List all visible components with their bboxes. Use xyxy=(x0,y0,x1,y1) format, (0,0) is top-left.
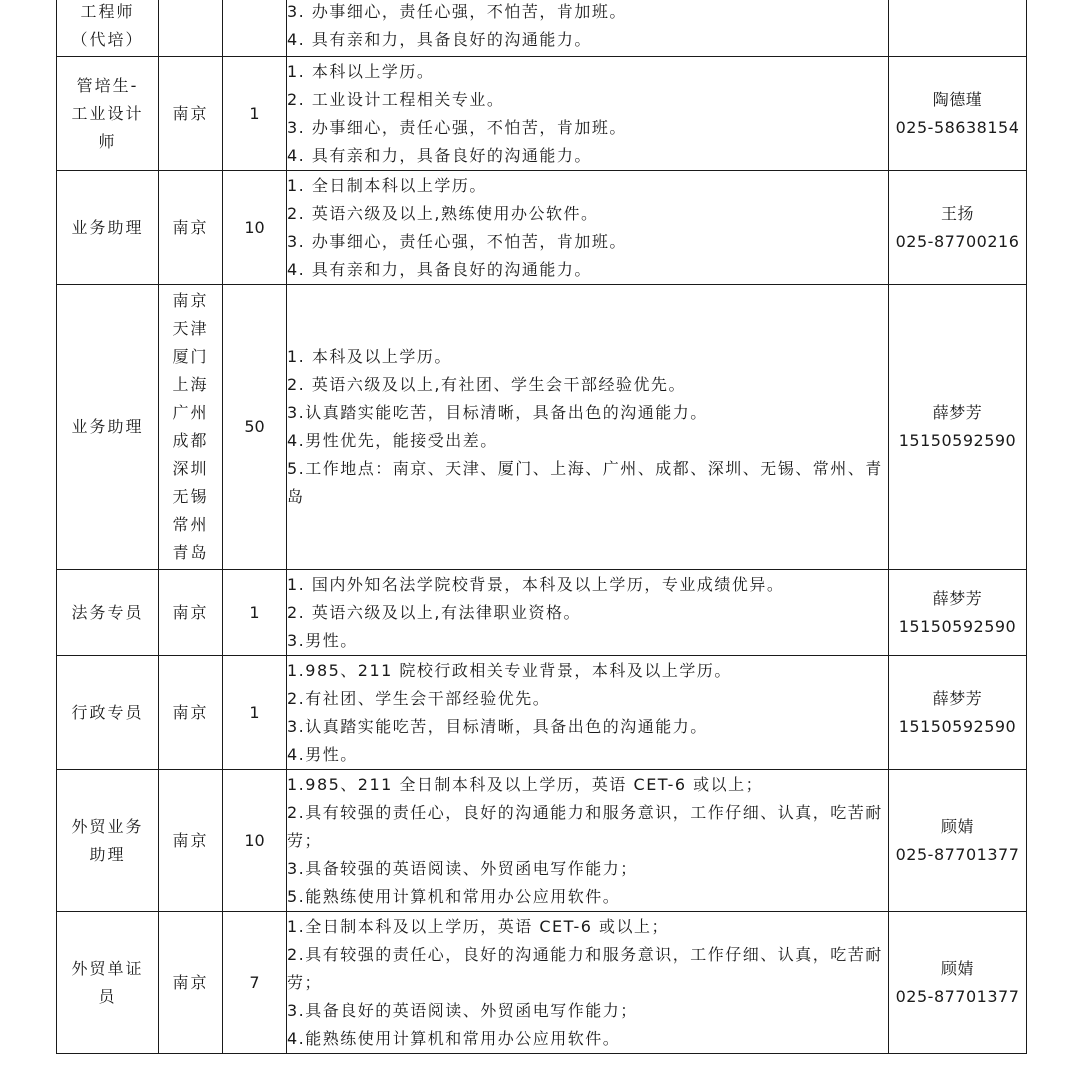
headcount-cell xyxy=(223,171,287,285)
location-line: 上海 xyxy=(172,375,209,394)
requirement-item: 3. 办事细心，责任心强，不怕苦，肯加班。 xyxy=(287,117,627,137)
contact-cell xyxy=(889,285,1027,570)
location-line: 南京 xyxy=(172,217,209,237)
requirement-item: 2.有社团、学生会干部经验优先。 xyxy=(287,688,551,708)
location-line: 成都 xyxy=(172,431,209,450)
headcount-value: 50 xyxy=(244,417,265,436)
contact-phone: 025-58638154 xyxy=(895,117,1020,137)
requirement-item: 3.认真踏实能吃苦，目标清晰，具备出色的沟通能力。 xyxy=(287,403,708,422)
headcount-cell xyxy=(223,656,287,770)
location-line: 南京 xyxy=(172,702,209,722)
headcount-cell xyxy=(223,0,287,57)
position-cell xyxy=(57,770,159,912)
requirement-item: 3.具备良好的英语阅读、外贸函电写作能力； xyxy=(287,1000,638,1020)
position-cell xyxy=(57,656,159,770)
position-title-line: 助理 xyxy=(89,844,126,864)
contact-name: 薛梦芳 xyxy=(932,688,983,708)
contact-cell xyxy=(889,0,1027,57)
position-title-line: 管培生- xyxy=(76,75,139,95)
requirements-cell xyxy=(287,57,889,171)
requirement-item: 2. 英语六级及以上,熟练使用办公软件。 xyxy=(287,203,599,223)
requirement-item: 3. 办事细心，责任心强，不怕苦，肯加班。 xyxy=(287,1,627,21)
requirement-item: 1. 本科及以上学历。 xyxy=(287,347,452,366)
requirements-cell xyxy=(287,171,889,285)
location-line: 厦门 xyxy=(172,347,209,366)
job-listing-table xyxy=(56,0,1027,1054)
requirements-cell xyxy=(287,285,889,570)
position-title-line: 行政专员 xyxy=(71,702,144,722)
headcount-cell xyxy=(223,912,287,1054)
contact-name: 顾婧 xyxy=(940,816,974,836)
headcount-value: 1 xyxy=(249,103,260,123)
requirement-item: 4. 具有亲和力，具备良好的沟通能力。 xyxy=(287,145,592,165)
position-title-line: （代培） xyxy=(71,29,144,49)
headcount-cell xyxy=(223,285,287,570)
requirement-item: 1. 全日制本科以上学历。 xyxy=(287,175,487,195)
requirement-item: 4. 具有亲和力，具备良好的沟通能力。 xyxy=(287,29,592,49)
requirement-item: 1. 本科以上学历。 xyxy=(287,61,435,81)
location-cell xyxy=(159,912,223,1054)
table-row xyxy=(57,770,1027,912)
location-line: 天津 xyxy=(172,319,209,338)
location-cell xyxy=(159,570,223,656)
requirements-cell xyxy=(287,570,889,656)
position-title-line: 外贸单证 xyxy=(71,958,144,978)
location-cell xyxy=(159,57,223,171)
contact-cell xyxy=(889,171,1027,285)
contact-name: 薛梦芳 xyxy=(932,403,983,422)
table-row xyxy=(57,285,1027,570)
contact-name: 陶德瑾 xyxy=(932,89,983,109)
position-title-line: 外贸业务 xyxy=(71,816,144,836)
location-line: 南京 xyxy=(172,972,209,992)
contact-phone: 025-87701377 xyxy=(895,986,1020,1006)
contact-name: 王扬 xyxy=(940,203,974,223)
headcount-value: 10 xyxy=(244,830,265,850)
contact-phone: 15150592590 xyxy=(898,616,1017,636)
requirements-cell xyxy=(287,0,889,57)
position-cell xyxy=(57,57,159,171)
requirement-item: 1.全日制本科及以上学历，英语 CET-6 或以上； xyxy=(287,916,669,936)
position-title-line: 法务专员 xyxy=(71,602,144,622)
contact-phone: 15150592590 xyxy=(898,431,1017,450)
table-row xyxy=(57,171,1027,285)
requirement-item: 3.具备较强的英语阅读、外贸函电写作能力； xyxy=(287,858,638,878)
position-title-line: 业务助理 xyxy=(71,217,144,237)
requirement-item: 5.能熟练使用计算机和常用办公应用软件。 xyxy=(287,886,621,906)
location-line: 南京 xyxy=(172,291,209,310)
headcount-cell xyxy=(223,57,287,171)
requirement-item: 1.985、211 全日制本科及以上学历，英语 CET-6 或以上； xyxy=(287,774,764,794)
requirements-cell xyxy=(287,656,889,770)
position-title-line: 业务助理 xyxy=(71,417,144,436)
table-row xyxy=(57,656,1027,770)
requirement-item: 2.具有较强的责任心，良好的沟通能力和服务意识，工作仔细、认真，吃苦耐劳； xyxy=(287,802,883,850)
position-cell xyxy=(57,912,159,1054)
position-cell xyxy=(57,570,159,656)
requirement-item: 4. 具有亲和力，具备良好的沟通能力。 xyxy=(287,259,592,279)
location-cell xyxy=(159,656,223,770)
table-row xyxy=(57,912,1027,1054)
location-line: 常州 xyxy=(172,515,209,534)
position-cell xyxy=(57,171,159,285)
location-line: 无锡 xyxy=(172,487,209,506)
position-cell xyxy=(57,0,159,57)
headcount-value: 10 xyxy=(244,217,265,237)
requirement-item: 4.能熟练使用计算机和常用办公应用软件。 xyxy=(287,1028,621,1048)
location-line: 南京 xyxy=(172,602,209,622)
location-line: 南京 xyxy=(172,103,209,123)
location-line: 青岛 xyxy=(172,543,209,562)
requirement-item: 4.男性优先，能接受出差。 xyxy=(287,431,498,450)
requirement-item: 2. 英语六级及以上,有社团、学生会干部经验优先。 xyxy=(287,375,686,394)
location-line: 深圳 xyxy=(172,459,209,478)
contact-name: 顾婧 xyxy=(940,958,974,978)
location-line: 南京 xyxy=(172,830,209,850)
requirement-item: 4.男性。 xyxy=(287,744,358,764)
requirement-item: 3.男性。 xyxy=(287,630,358,650)
position-title-line: 员 xyxy=(98,986,117,1006)
contact-cell xyxy=(889,57,1027,171)
location-cell xyxy=(159,285,223,570)
requirements-cell xyxy=(287,770,889,912)
requirement-item: 2. 工业设计工程相关专业。 xyxy=(287,89,505,109)
contact-phone: 025-87700216 xyxy=(895,231,1020,251)
requirement-item: 3.认真踏实能吃苦，目标清晰，具备出色的沟通能力。 xyxy=(287,716,708,736)
location-cell xyxy=(159,0,223,57)
position-title-line: 工业设计 xyxy=(71,103,144,123)
table-row xyxy=(57,57,1027,171)
requirements-cell xyxy=(287,912,889,1054)
contact-cell xyxy=(889,770,1027,912)
table-row xyxy=(57,0,1027,57)
requirement-item: 5.工作地点：南京、天津、厦门、上海、广州、成都、深圳、无锡、常州、青岛 xyxy=(287,459,883,506)
location-cell xyxy=(159,171,223,285)
headcount-cell xyxy=(223,770,287,912)
headcount-value: 7 xyxy=(249,972,260,992)
job-table-body xyxy=(57,0,1027,1054)
requirement-item: 2. 英语六级及以上,有法律职业资格。 xyxy=(287,602,581,622)
location-line: 广州 xyxy=(172,403,209,422)
headcount-value: 1 xyxy=(249,702,260,722)
contact-cell xyxy=(889,570,1027,656)
requirement-item: 1. 国内外知名法学院校背景，本科及以上学历，专业成绩优异。 xyxy=(287,574,785,594)
headcount-value: 1 xyxy=(249,602,260,622)
table-row xyxy=(57,570,1027,656)
position-title-line: 工程师 xyxy=(80,1,135,21)
requirement-item: 1.985、211 院校行政相关专业背景，本科及以上学历。 xyxy=(287,660,732,680)
position-title-line: 师 xyxy=(98,131,117,151)
contact-cell xyxy=(889,912,1027,1054)
contact-phone: 025-87701377 xyxy=(895,844,1020,864)
location-cell xyxy=(159,770,223,912)
requirement-item: 3. 办事细心，责任心强，不怕苦，肯加班。 xyxy=(287,231,627,251)
contact-name: 薛梦芳 xyxy=(932,588,983,608)
contact-phone: 15150592590 xyxy=(898,716,1017,736)
headcount-cell xyxy=(223,570,287,656)
contact-cell xyxy=(889,656,1027,770)
requirement-item: 2.具有较强的责任心，良好的沟通能力和服务意识，工作仔细、认真，吃苦耐劳； xyxy=(287,944,883,992)
position-cell xyxy=(57,285,159,570)
